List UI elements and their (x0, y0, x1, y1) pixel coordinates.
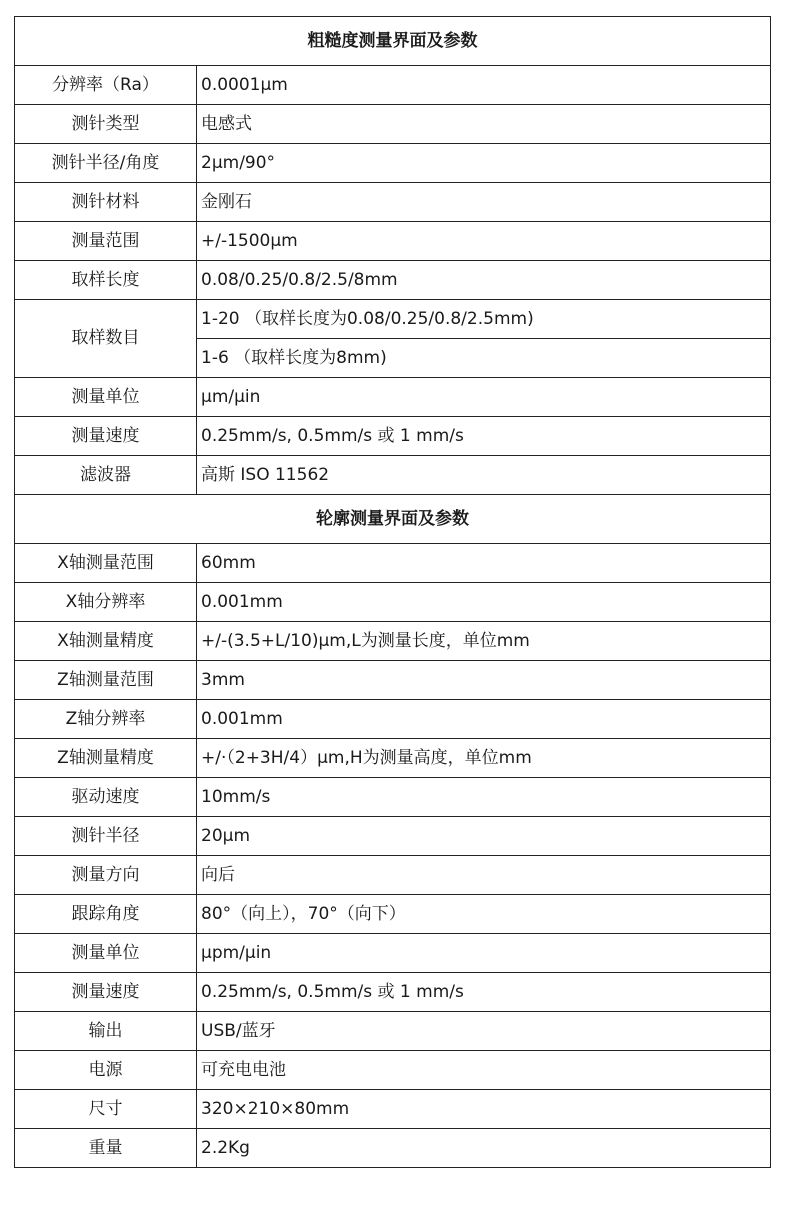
param-value: 0.08/0.25/0.8/2.5/8mm (197, 261, 771, 300)
param-value: 0.25mm/s, 0.5mm/s 或 1 mm/s (197, 417, 771, 456)
param-value: 向后 (197, 856, 771, 895)
param-name: X轴测量范围 (15, 544, 197, 583)
param-value: 10mm/s (197, 778, 771, 817)
param-name: 取样数目 (15, 300, 197, 378)
param-name: 分辨率（Ra） (15, 66, 197, 105)
param-value: μpm/μin (197, 934, 771, 973)
section-header-row (15, 495, 771, 544)
param-value: 80°（向上），70°（向下） (197, 895, 771, 934)
param-value: 2μm/90° (197, 144, 771, 183)
table-row (15, 583, 771, 622)
param-value: +/·（2+3H/4）μm,H为测量高度，单位mm (197, 739, 771, 778)
table-row (15, 456, 771, 495)
param-name: 重量 (15, 1129, 197, 1168)
table-row (15, 856, 771, 895)
table-row (15, 300, 771, 339)
param-value: 金刚石 (197, 183, 771, 222)
table-row (15, 544, 771, 583)
table-row (15, 105, 771, 144)
param-name: Z轴测量精度 (15, 739, 197, 778)
param-value: 1-20 （取样长度为0.08/0.25/0.8/2.5mm) (197, 300, 771, 339)
param-value: 0.0001μm (197, 66, 771, 105)
table-row (15, 739, 771, 778)
spec-table (14, 16, 771, 1168)
param-name: 测针半径 (15, 817, 197, 856)
table-row (15, 973, 771, 1012)
param-name: Z轴分辨率 (15, 700, 197, 739)
table-row (15, 1090, 771, 1129)
param-value: 高斯 ISO 11562 (197, 456, 771, 495)
table-row (15, 778, 771, 817)
param-name: X轴分辨率 (15, 583, 197, 622)
param-value: 320×210×80mm (197, 1090, 771, 1129)
param-value: 20μm (197, 817, 771, 856)
param-name: 电源 (15, 1051, 197, 1090)
param-name: 测量单位 (15, 378, 197, 417)
table-row (15, 1051, 771, 1090)
param-name: 滤波器 (15, 456, 197, 495)
param-name: 测针材料 (15, 183, 197, 222)
param-value: +/-1500μm (197, 222, 771, 261)
param-name: 测量范围 (15, 222, 197, 261)
table-row (15, 700, 771, 739)
table-row (15, 417, 771, 456)
table-row (15, 144, 771, 183)
param-name: 跟踪角度 (15, 895, 197, 934)
table-row (15, 183, 771, 222)
param-name: X轴测量精度 (15, 622, 197, 661)
param-name: 驱动速度 (15, 778, 197, 817)
param-value: 3mm (197, 661, 771, 700)
param-name: 测针半径/角度 (15, 144, 197, 183)
table-row (15, 817, 771, 856)
section-title: 轮廓测量界面及参数 (15, 495, 771, 544)
param-name: 输出 (15, 1012, 197, 1051)
param-name: 测量方向 (15, 856, 197, 895)
table-row (15, 378, 771, 417)
table-row (15, 661, 771, 700)
table-row (15, 66, 771, 105)
param-name: 测量速度 (15, 417, 197, 456)
param-value: 可充电电池 (197, 1051, 771, 1090)
section-header-row (15, 17, 771, 66)
param-value: 2.2Kg (197, 1129, 771, 1168)
table-row (15, 1012, 771, 1051)
param-value: 0.25mm/s, 0.5mm/s 或 1 mm/s (197, 973, 771, 1012)
table-row (15, 622, 771, 661)
param-value: +/-(3.5+L/10)μm,L为测量长度，单位mm (197, 622, 771, 661)
spec-table-body (15, 17, 771, 1168)
param-name: 尺寸 (15, 1090, 197, 1129)
param-value: 电感式 (197, 105, 771, 144)
param-value: 0.001mm (197, 583, 771, 622)
param-name: Z轴测量范围 (15, 661, 197, 700)
param-name: 测量单位 (15, 934, 197, 973)
param-value: μm/μin (197, 378, 771, 417)
table-row (15, 895, 771, 934)
param-value: USB/蓝牙 (197, 1012, 771, 1051)
param-value: 0.001mm (197, 700, 771, 739)
section-title: 粗糙度测量界面及参数 (15, 17, 771, 66)
param-name: 取样长度 (15, 261, 197, 300)
table-row (15, 934, 771, 973)
param-name: 测量速度 (15, 973, 197, 1012)
table-row (15, 261, 771, 300)
param-value: 60mm (197, 544, 771, 583)
table-row (15, 222, 771, 261)
table-row (15, 1129, 771, 1168)
param-name: 测针类型 (15, 105, 197, 144)
param-value: 1-6 （取样长度为8mm) (197, 339, 771, 378)
